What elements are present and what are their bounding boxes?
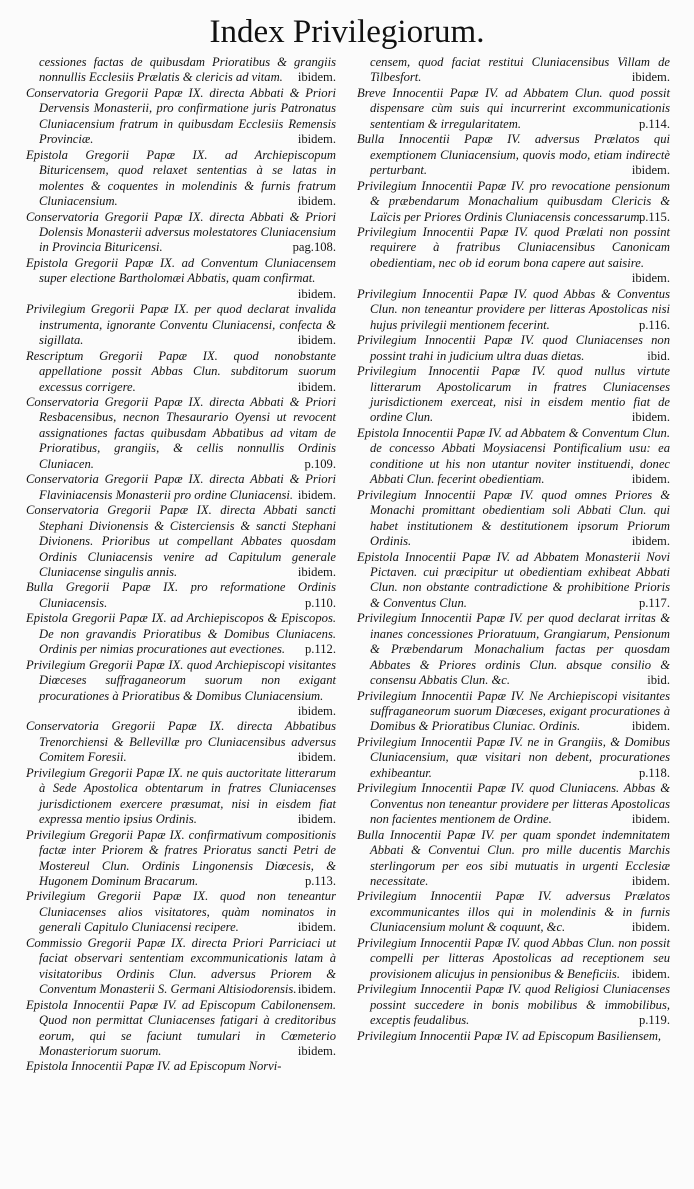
index-entry	[357, 982, 670, 1028]
entry-text: Privilegium Innocentii Papæ IV. adversus Prælatos excommunicantes illos qui in molendinis & in furnis Cluniacensium molunt & coquunt, &c.	[357, 889, 670, 935]
page-reference: ibidem.	[297, 333, 336, 348]
page-reference: ibidem.	[631, 271, 670, 286]
index-entry	[26, 349, 336, 395]
page-reference: p.113.	[304, 874, 336, 889]
entry-text: Epistola Gregorii Papæ IX. ad Conventum Cluniacensem super electione Bartholomæi Abbatis, quam confirmat.	[26, 255, 336, 286]
entry-text: Privilegium Innocentii Papæ IV. quod nullus virtute litterarum Apostolicarum in fratres Cluniacenses jurisdictionem exerceat, nisi in eisdem mentio fiat de ordine Clun.	[357, 364, 670, 425]
page-reference: ibid.	[647, 348, 670, 363]
index-entry	[357, 936, 670, 982]
entry-text: Commissio Gregorii Papæ IX. directa Priori Parriciaci ut faciat observari sententiam excommunicationis latam à visitatoribus Ordinis Clun. adversus Priorem & Conventum Monasterii S. Germani Altisiodorensis.	[26, 935, 336, 997]
entry-text: Conservatoria Gregorii Papæ IX. directa Abbati & Priori Dervensis Monasterii, pro confirmatione juris Patronatus Cluniacensium fratrum in quibusdam Ecclesiis Remensis Provinciæ.	[26, 85, 336, 147]
page-reference: ibidem.	[297, 487, 336, 502]
entry-text: Conservatoria Gregorii Papæ IX. directa Abbati & Priori Resbacensibus, necnon Thesaurario Oyensi ut revocent assignationes factas quibusdam Abbatibus ad vitam de Prioratibus, grangiis, & cellis nonnullis Ordinis Cluniacen.	[26, 394, 336, 471]
index-entry	[26, 472, 336, 503]
page-reference: ibidem.	[297, 70, 336, 85]
page-reference: ibidem.	[631, 719, 670, 734]
index-entry	[26, 210, 336, 256]
page-reference: p.109.	[304, 456, 336, 471]
page-reference: ibidem.	[297, 812, 336, 827]
entry-text: Bulla Innocentii Papæ IV. per quam spondet indemnitatem Abbati & Conventui Clun. pro mille ducentis Marchis sterlingorum per eos sibi mutuatis in urgenti Ecclesiæ necessitate.	[357, 827, 670, 889]
index-entry	[26, 828, 336, 890]
page-reference: ibidem.	[297, 194, 336, 209]
entry-text: Epistola Innocentii Papæ IV. ad Episcopum Cabilonensem. Quod non permittat Cluniacenses fatigari à creditoribus eorum, qui se faciunt tumulari in Cœmeterio Monasteriorum suorum.	[26, 997, 336, 1058]
entry-text: Breve Innocentii Papæ IV. ad Abbatem Clun. quod possit dispensare cùm suis qui incurrerint excommunicationis sententiam & irregularitatem.	[357, 85, 670, 131]
page-reference: ibidem.	[631, 812, 670, 827]
entry-text: Rescriptum Gregorii Papæ IX. quod nonobstante appellatione possit Abbas Clun. subditorum suorum excessus corrigere.	[26, 348, 336, 394]
index-entry	[26, 998, 336, 1060]
entry-text: Privilegium Innocentii Papæ IV. quod Prælati non possint requirere à fratribus Cluniacensibus Canonicam obedientiam, nec ob id eorum bona capere aut saisire.	[357, 224, 670, 270]
page-reference: ibidem.	[297, 286, 336, 301]
index-entry	[357, 287, 670, 333]
index-entry	[357, 781, 670, 827]
entry-text: Conservatoria Gregorii Papæ IX. directa Abbati & Priori Dolensis Monasterii adversus molestatores Cluniacensium in Provincia Bituricensi.	[26, 209, 336, 255]
index-entry	[26, 889, 336, 935]
page-reference: ibidem.	[297, 379, 336, 394]
page-reference: ibidem.	[631, 920, 670, 935]
page-reference: ibidem.	[297, 564, 336, 579]
entry-text: Privilegium Innocentii Papæ IV. quod Religiosi Cluniacenses possint succedere in bonis mobilibus & immobilibus, exceptis feudalibus.	[357, 982, 670, 1028]
index-entry	[357, 132, 670, 178]
index-entry	[357, 828, 670, 890]
entry-text: Privilegium Innocentii Papæ IV. per quod declarat irritas & inanes concessiones Prioratuum, Grangiarum, Pensionum & Præbendarum Monachalium factas per quosdam Abbates & Priores ordinis Clun. absque consilio & consensu Abbatis Clun. &c.	[357, 611, 670, 688]
page-reference: ibidem.	[631, 966, 670, 981]
index-entry	[357, 179, 670, 225]
page-reference: ibid.	[647, 673, 670, 688]
index-entry	[357, 550, 670, 612]
entry-text: Epistola Gregorii Papæ IX. ad Archiepiscopos & Episcopos. De non gravandis Prioratibus & Domibus Cluniacens. Ordinis per nimias procurationes aut evectiones.	[26, 611, 336, 657]
index-entry	[26, 86, 336, 148]
entry-text: Privilegium Innocentii Papæ IV. Ne Archiepiscopi visitantes suffraganeorum suorum Diœceses, exigant procurationes à Domibus & Prioratibus Cluniac. Ordinis.	[357, 688, 670, 734]
left-column	[26, 55, 336, 1075]
index-entry	[26, 395, 336, 472]
index-entry	[357, 86, 670, 132]
index-entry	[357, 225, 670, 287]
index-entry	[357, 889, 670, 935]
index-entry	[26, 936, 336, 998]
entry-text: Epistola Innocentii Papæ IV. ad Abbatem & Conventum Clun. de concesso Abbati Moysiacensi Pontificalium usu: ea conditione ut his non utantur noviter instituendi, donec Abbati Clun. fecerint obedientiam.	[357, 425, 670, 487]
index-entry	[357, 611, 670, 688]
page-reference: ibidem.	[297, 132, 336, 147]
entry-text: Bulla Gregorii Papæ IX. pro reformatione Ordinis Cluniacensis.	[26, 580, 336, 610]
page-reference: ibidem.	[631, 410, 670, 425]
index-entry-continuation	[26, 55, 336, 86]
page-reference: ibidem.	[297, 750, 336, 765]
entry-text: Epistola Gregorii Papæ IX. ad Archiepiscopum Bituricensem, quod relaxet sententias à se latas in molentes & coquentes in molendinis & furnis fratrum Cluniacensium.	[26, 147, 336, 209]
index-entry	[26, 766, 336, 828]
index-entry	[357, 689, 670, 735]
entry-text: Privilegium Gregorii Papæ IX. confirmativum compositionis factæ inter Priorem & fratres Prioratus sancti Petri de Mostereul Clun. Ordinis Lingonensis Diœcesis, & Hugonem Dominum Bracarum.	[26, 827, 336, 889]
entry-text: Conservatoria Gregorii Papæ IX. directa Abbati & Priori Flaviniacensis Monasterii pro ordine Cluniacensi.	[26, 472, 336, 502]
page-reference: p.117.	[638, 595, 670, 610]
entry-text: Privilegium Innocentii Papæ IV. ad Episcopum Basiliensem,	[357, 1028, 662, 1043]
index-entry	[26, 1059, 336, 1074]
page-reference: ibidem.	[631, 874, 670, 889]
entry-text: Epistola Innocentii Papæ IV. ad Abbatem Monasterii Novi Pictaven. cui præcipitur ut obedientiam exhibeat Abbati Clun. non obstante contradictione & prohibitione Prioris & Conventus Clun.	[357, 549, 670, 610]
entry-text: Privilegium Innocentii Papæ IV. quod Cluniacenses non possint trahi in judicium ultra duas dietas.	[357, 333, 670, 363]
page-reference: ibidem.	[631, 163, 670, 178]
entry-text: Privilegium Innocentii Papæ IV. pro revocatione pensionum & præbendarum Monachalium quibusdam Clericis & Laïcis per Priores Ordinis Cluniacensis concessarum.	[357, 178, 670, 224]
entry-text: Conservatoria Gregorii Papæ IX. directa Abbati sancti Stephani Divionensis & Cisterciensis & sancti Stephani Divionens. Prioribus ut compellant Abbates quosdam Ordinis Cluniacensis venire ad Capitulum generale Cluniacense singulis annis.	[26, 503, 336, 579]
index-entry	[357, 333, 670, 364]
entry-text: Bulla Innocentii Papæ IV. adversus Prælatos qui exemptionem Cluniacensium, quovis modo, etiam indirectè perturbant.	[357, 132, 670, 178]
index-entry	[357, 735, 670, 781]
page-reference: p.118.	[638, 765, 670, 780]
index-entry	[26, 611, 336, 657]
index-entry	[357, 364, 670, 426]
page-reference: ibidem.	[631, 534, 670, 549]
entry-text: Epistola Innocentii Papæ IV. ad Episcopum Norvi-	[26, 1059, 282, 1074]
index-entry-continuation	[357, 55, 670, 86]
entry-text: Privilegium Innocentii Papæ IV. ne in Grangiis, & Domibus Cluniacensium, quæ visitari non debent, procurationes exhibeantur.	[357, 734, 670, 780]
index-entry	[26, 256, 336, 302]
page-reference: p.112.	[304, 642, 336, 657]
page-reference: p.114.	[638, 116, 670, 131]
entry-text: Privilegium Gregorii Papæ IX. ne quis auctoritate litterarum à Sede Apostolica obtentarum in fratres Cluniacenses jurisdictionem exercere præsumat, nisi in eisdem fiat expressa mentio ipsius Ordinis.	[26, 765, 336, 827]
page-reference: ibidem.	[631, 70, 670, 85]
entry-text: Privilegium Gregorii Papæ IX. per quod declarat invalida instrumenta, ignorante Conventu Cluniacensi, confecta & sigillata.	[26, 302, 336, 348]
page-reference: p.119.	[638, 1013, 670, 1028]
index-entry	[26, 658, 336, 720]
index-entry	[26, 503, 336, 580]
entry-text: Privilegium Gregorii Papæ IX. quod Archiepiscopi visitantes Diœceses suffraganeorum suorum non exigant procurationes à Prioratibus & Domibus Cluniacensium.	[26, 657, 336, 703]
page-reference: ibidem.	[297, 920, 336, 935]
index-entry	[26, 302, 336, 348]
index-entry	[26, 719, 336, 765]
entry-text: cessiones factas de quibusdam Prioratibus & grangiis nonnullis Ecclesiis Prælatis & clericis ad vitam.	[39, 55, 336, 85]
entry-text: Conservatoria Gregorii Papæ IX. directa Abbatibus Trenorchiensi & Bellevillæ pro Cluniacensibus adversus Comitem Foresii.	[26, 719, 336, 765]
right-column	[357, 55, 670, 1044]
page-reference: ibidem.	[297, 704, 336, 719]
page-reference: ibidem.	[631, 472, 670, 487]
index-entry	[357, 426, 670, 488]
index-entry	[357, 488, 670, 550]
entry-text: censem, quod faciat restitui Cluniacensibus Villam de Tilbesfort.	[370, 55, 670, 85]
page-reference: p.116.	[638, 317, 670, 332]
page-title: Index Privilegiorum.	[209, 14, 485, 50]
entry-text: Privilegium Innocentii Papæ IV. quod Abbas Clun. non possit compelli per litteras Apostolicas ad receptionem seu provisionem alicujus in pensionibus & Beneficiis.	[357, 935, 670, 981]
entry-text: Privilegium Gregorii Papæ IX. quod non teneantur Cluniacenses alios visitatores, quàm nominatos in generali Capitulo Cluniacensi recipere.	[26, 889, 336, 935]
page-reference: ibidem.	[297, 982, 336, 997]
entry-text: Privilegium Innocentii Papæ IV. quod Abbas & Conventus Clun. non teneantur providere per litteras Apostolicas nisi hujus privilegii mentionem fecerint.	[357, 286, 670, 332]
entry-text: Privilegium Innocentii Papæ IV. quod Cluniacens. Abbas & Conventus non teneantur providere per litteras Apostolicas non facientes mentionem de Ordine.	[357, 781, 670, 827]
page-reference: p.115.	[638, 209, 670, 224]
index-entry	[26, 148, 336, 210]
entry-text: Privilegium Innocentii Papæ IV. quod omnes Priores & Monachi promittant obedientiam soli Abbati Clun. qui habet institutionem & destitutionem ipsorum Priorum Ordinis.	[357, 487, 670, 549]
index-entry	[26, 580, 336, 611]
index-entry	[357, 1029, 670, 1044]
page-reference: p.110.	[304, 595, 336, 610]
page-reference: ibidem.	[297, 1044, 336, 1058]
page-reference: pag.108.	[292, 240, 336, 255]
